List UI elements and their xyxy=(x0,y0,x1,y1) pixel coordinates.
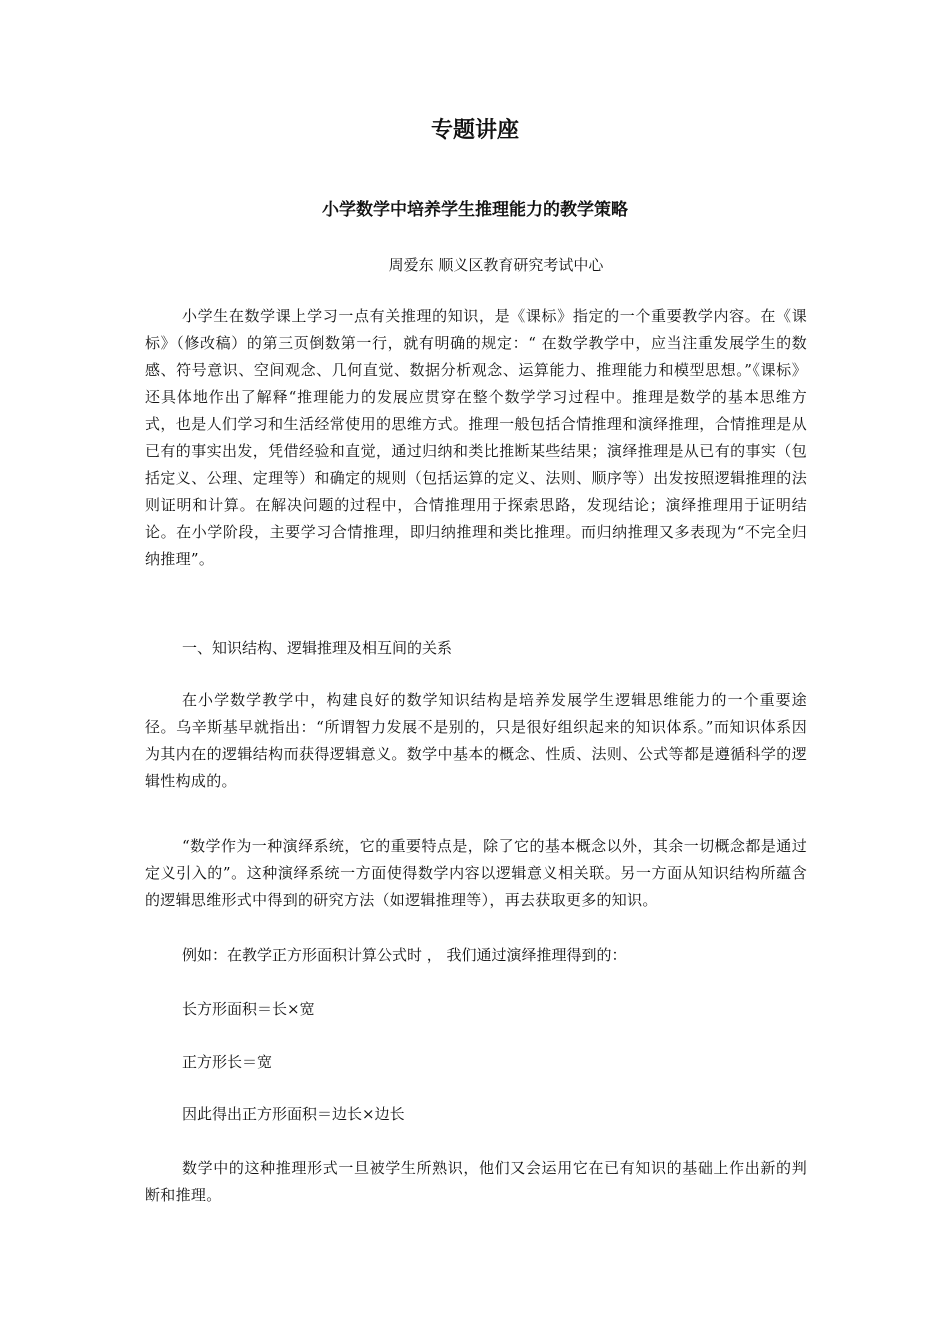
section-heading: 一、知识结构、逻辑推理及相互间的关系 xyxy=(182,639,453,657)
page-title: 专题讲座 xyxy=(430,118,519,143)
example-intro: 例如：在教学正方形面积计算公式时 ， 我们通过演绎推理得到的： xyxy=(182,946,627,964)
article-subtitle: 小学数学中培养学生推理能力的教学策略 xyxy=(322,200,628,220)
formula-line-3: 因此得出正方形面积＝边长×边长 xyxy=(182,1105,405,1123)
author-line: 周爱东 顺义区教育研究考试中心 xyxy=(388,256,604,274)
intro-paragraph: 小学生在数学课上学习一点有关推理的知识，是《课标》指定的一个重要教学内容。在《课标》（修改稿）的第三页倒数第一行，就有明确的规定：“ 在数学教学中，应当注重发展学生的数感、符号意识、空间观念、几何直觉、数据分析观念、运算能力、推理能力和模型思想。”《课标》还具体地作出了解释“推理能力的发展应贯穿在整个数学学习过程中。推理是数学的基本思维方式，也是人们学习和生活经常使用的思维方式。推理一般包括合情推理和演绎推理，合情推理是从已有的事实出发，凭借经验和直觉，通过归纳和类比推断某些结果；演绎推理是从已有的事实（包括定义、公理、定理等）和确定的规则（包括运算的定义、法则、顺序等）出发按照逻辑推理的法则证明和计算。在解决问题的过程中，合情推理用于探索思路，发现结论；演绎推理用于证明结论。在小学阶段，主要学习合情推理，即归纳推理和类比推理。而归纳推理又多表现为“不完全归纳推理”。 xyxy=(145,307,807,568)
formula-line-2: 正方形长＝宽 xyxy=(182,1053,273,1071)
closing-paragraph: 数学中的这种推理形式一旦被学生所熟识，他们又会运用它在已有知识的基础上作出新的判断和推理。 xyxy=(145,1159,807,1204)
formula-line-1: 长方形面积＝长×宽 xyxy=(182,1000,315,1018)
section-paragraph-2: “数学作为一种演绎系统，它的重要特点是，除了它的基本概念以外，其余一切概念都是通过定义引入的”。这种演绎系统一方面使得数学内容以逻辑意义相关联。另一方面从知识结构所蕴含的逻辑思维形式中得到的研究方法（如逻辑推理等），再去获取更多的知识。 xyxy=(145,837,807,909)
section-paragraph-1: 在小学数学教学中，构建良好的数学知识结构是培养发展学生逻辑思维能力的一个重要途径。乌辛斯基早就指出：“所谓智力发展不是别的，只是很好组织起来的知识体系。”而知识体系因为其内在的逻辑结构而获得逻辑意义。数学中基本的概念、性质、法则、公式等都是遵循科学的逻辑性构成的。 xyxy=(145,691,807,790)
